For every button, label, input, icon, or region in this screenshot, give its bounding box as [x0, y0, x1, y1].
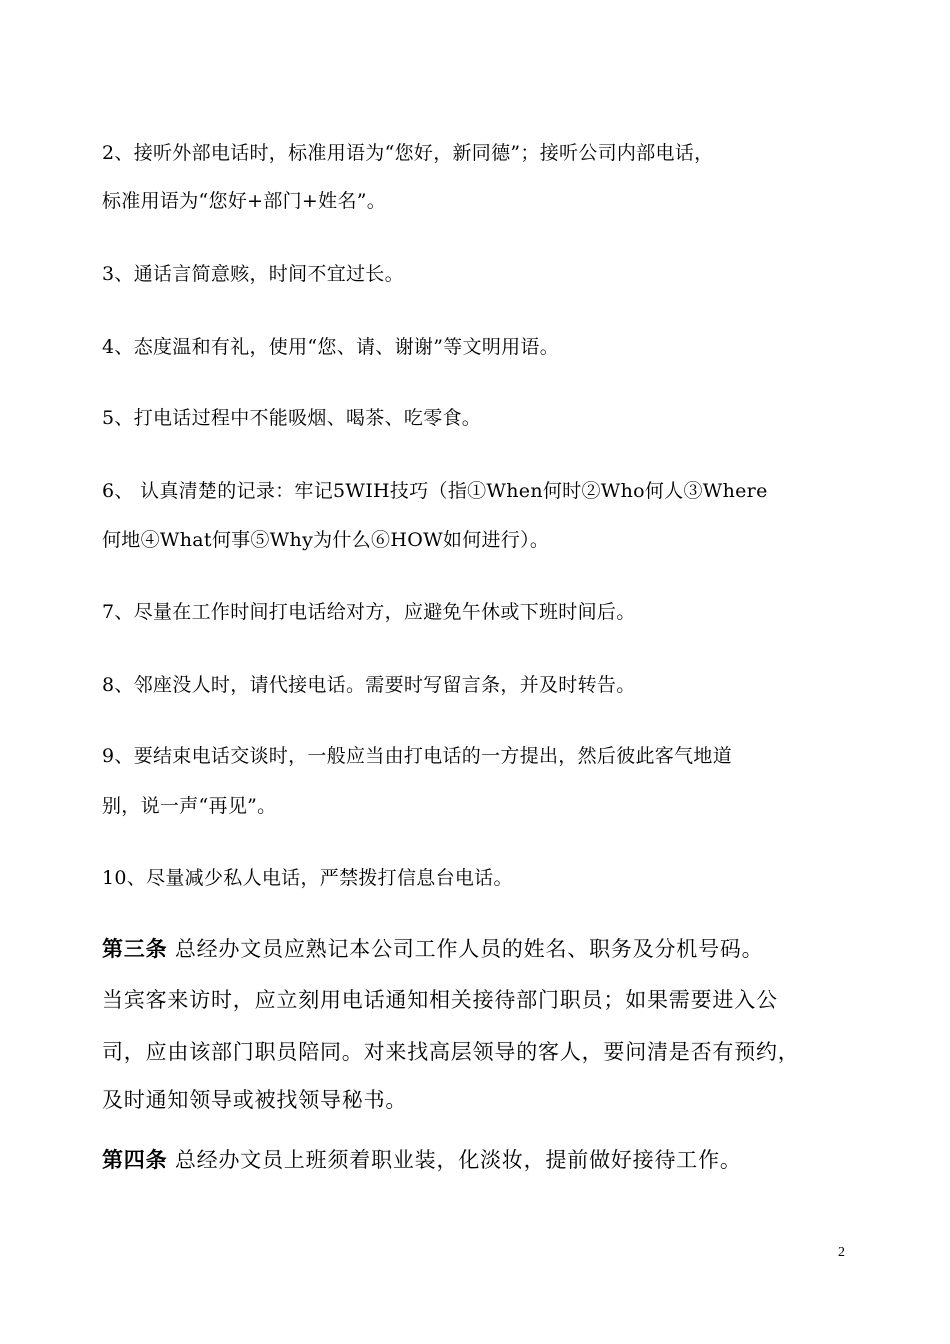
- article-4-label: 第四条: [102, 1147, 168, 1172]
- item-10: 10、尽量减少私人电话，严禁拨打信息台电话。: [102, 867, 513, 889]
- item-6-line-1: 6、 认真清楚的记录：牢记5WIH技巧（指①When何时②Who何人③Where: [102, 480, 768, 502]
- article-3-text-1: 总经办文员应熟记本公司工作人员的姓名、职务及分机号码。: [167, 937, 764, 961]
- item-7: 7、尽量在工作时间打电话给对方，应避免午休或下班时间后。: [102, 601, 636, 623]
- article-4-text-1: 总经办文员上班须着职业装，化淡妆，提前做好接待工作。: [167, 1148, 742, 1172]
- article-3-label: 第三条: [102, 936, 168, 961]
- page-number: 2: [838, 1245, 845, 1260]
- item-2-line-2: 标准用语为“您好+部门+姓名”。: [102, 190, 387, 212]
- item-3: 3、通话言简意赅，时间不宜过长。: [102, 263, 404, 285]
- article-3-line-4: 及时通知领导或被找领导秘书。: [102, 1088, 408, 1112]
- item-6-line-2: 何地④What何事⑤Why为什么⑥HOW如何进行）。: [102, 529, 550, 551]
- item-9-line-1: 9、要结束电话交谈时，一般应当由打电话的一方提出，然后彼此客气地道: [102, 745, 732, 767]
- item-4: 4、态度温和有礼，使用“您、请、谢谢”等文明用语。: [102, 336, 560, 358]
- article-3-line-1: [102, 936, 763, 962]
- item-5: 5、打电话过程中不能吸烟、喝茶、吃零食。: [102, 407, 482, 429]
- article-3-line-2: 当宾客来访时，应立刻用电话通知相关接待部门职员；如果需要进入公: [102, 988, 778, 1012]
- item-9-line-2: 别，说一声“再见”。: [102, 795, 277, 817]
- item-2-line-1: 2、接听外部电话时，标准用语为“您好，新同德”；接听公司内部电话，: [102, 142, 714, 164]
- article-4-line-1: [102, 1147, 742, 1173]
- item-8: 8、邻座没人时，请代接电话。需要时写留言条，并及时转告。: [102, 674, 636, 696]
- article-3-line-3: 司，应由该部门职员陪同。对来找高层领导的客人，要问清是否有预约，: [102, 1040, 800, 1064]
